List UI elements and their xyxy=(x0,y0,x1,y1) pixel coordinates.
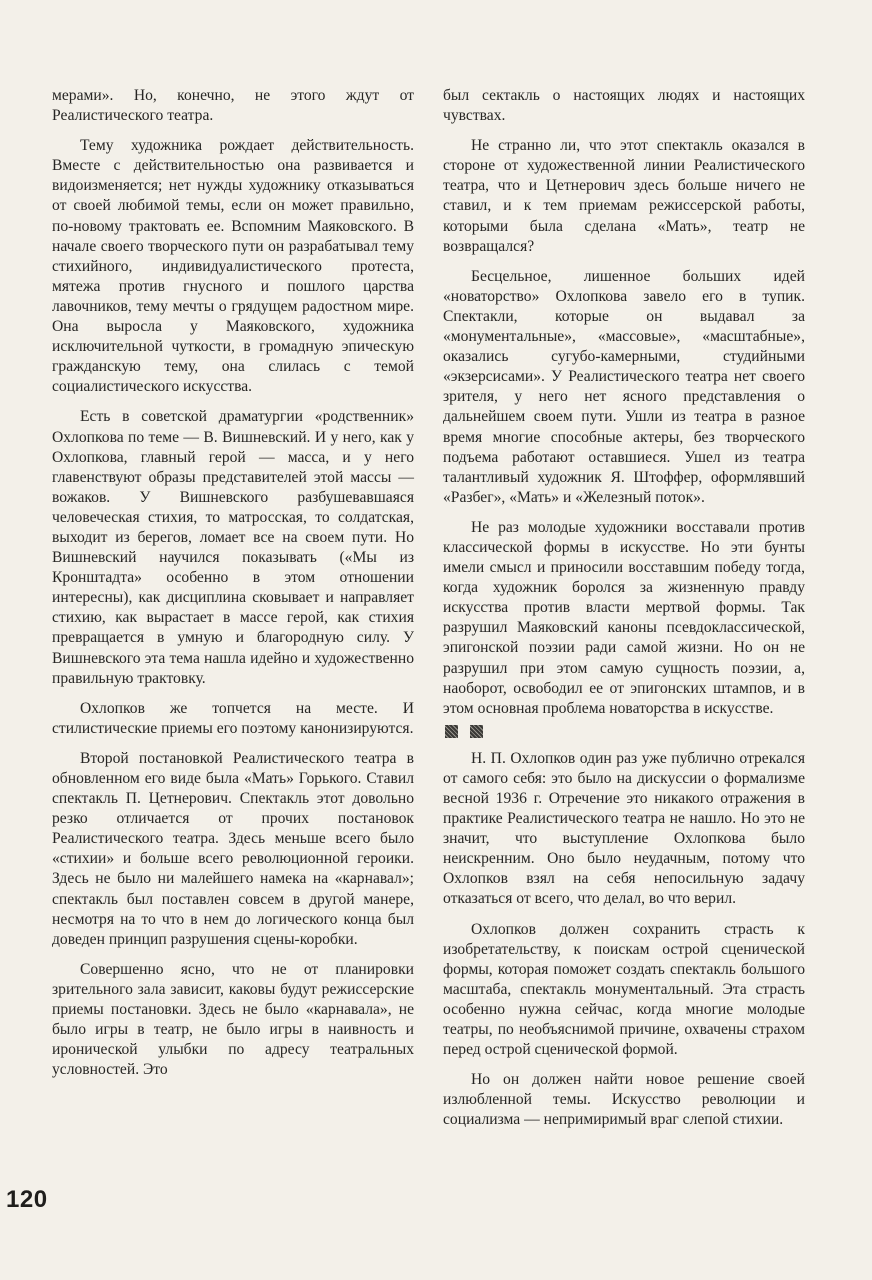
right-column xyxy=(443,86,805,1131)
page-number: 120 xyxy=(6,1186,48,1213)
paragraph: мерами». Но, конечно, не этого ждут от Реалистического театра. xyxy=(52,87,414,125)
paragraph: Охлопков должен сохранить страсть к изобретательству, к поискам острой сценической формы, которая поможет создать спектакль большого масштаба, спектакль монументальный. Эта страсть особенно нужна сейчас, когда многие молодые театры, по необъяснимой причине, охвачены страхом перед острой сценической формой. xyxy=(443,920,805,1059)
paragraph: Н. П. Охлопков один раз уже публично отрекался от самого себя: это было на дискуссии о формализме весной 1936 г. Отречение это никакого отражения в практике Реалистического театра не нашло. Но это не значит, что выступление Охлопкова было неискренним. Оно было неудачным, потому что Охлопков взял на себя непосильную задачу отказаться от всего, что делал, во что верил. xyxy=(443,749,805,908)
right-column-top xyxy=(443,86,805,719)
paragraph: Не раз молодые художники восставали против классической формы в искусстве. Но эти бунты имели смысл и приносили восставшим победу тогда, когда художник боролся за жизненную правду искусства против власти мертвой формы. Так разрушил Маяковский каноны псевдоклассической, эпигонской поэзии ради самой жизни. Но он не разрушил при этом самую сущность поэзии, а, наоборот, освободил ее от эпигонских штампов, и в этом основная проблема новаторства в искусстве. xyxy=(443,518,805,717)
section-divider xyxy=(445,725,805,741)
paragraph: Бесцельное, лишенное больших идей «новаторство» Охлопкова завело его в тупик. Спектакли, которые он выдавал за «монументальные», «массовые», «масштабные», оказались сугубо-камерными, студийными «экзерсисами». У Реалистического театра нет своего зрителя, у него нет ясного представления о дальнейшем своем пути. Ушли из театра в разное время многие способные актеры, без творческого подъема работают оставшиеся. Ушел из театра талантливый художник Я. Штоффер, оформлявший «Разбег», «Мать» и «Железный поток». xyxy=(443,267,805,506)
paragraph: Есть в советской драматургии «родственник» Охлопкова по теме — В. Вишневский. И у него, как у Охлопкова, главный герой — масса, и у него главенствуют образы представителей этой массы — вожаков. У Вишневского разбушевавшаяся человеческая стихия, то матросская, то солдатская, выходит из берегов, ломает все на своем пути. Но Вишневский научился показывать («Мы из Кронштадта» особенно в этом отношении интересны), как дисциплина сковывает и направляет стихию, как вырастает в массе герой, как стихия превращается в умную и благородную силу. У Вишневского эта тема нашла идейно и художественно правильную трактовку. xyxy=(52,408,414,687)
ornament-mark xyxy=(445,725,458,738)
paragraph: Второй постановкой Реалистического театра в обновленном его виде была «Мать» Горького. Ставил спектакль П. Цетнерович. Спектакль этот довольно резко отличается от прочих постановок Реалистического театра. Здесь меньше всего было «стихии» и больше всего революционной героики. Здесь не было ни малейшего намека на «карнавал»; спектакль был поставлен совсем в другой манере, несмотря на то что в нем до логического конца был доведен принцип разрушения сцены-коробки. xyxy=(52,749,414,948)
paragraph: Не странно ли, что этот спектакль оказался в стороне от художественной линии Реалистического театра, что и Цетнерович здесь больше ничего не ставил, и к тем приемам режиссерской работы, которыми была сделана «Мать», театр не возвращался? xyxy=(443,137,805,255)
paragraph: Тему художника рождает действительность. Вместе с действительностью она развивается и видоизменяется; нет нужды художнику отказываться от своей любимой темы, если он может правильно, по-новому трактовать ее. Вспомним Маяковского. В начале своего творческого пути он разрабатывал тему стихийного, индивидуалистического протеста, мятежа против гнусного и пошлого царства лавочников, тему мечты о грядущем радостном мире. Она выросла у Маяковского, художника исключительной чуткости, в громадную эпическую гражданскую тему, она слилась с темой социалистического искусства. xyxy=(52,137,414,396)
paragraph: был сектакль о настоящих людях и настоящих чувствах. xyxy=(443,87,805,125)
left-column xyxy=(52,86,414,1080)
paragraph: Совершенно ясно, что не от планировки зрительного зала зависит, каковы будут режиссерские приемы постановки. Здесь не было «карнавала», не было игры в театр, не было игры в наивность и иронической улыбки по адресу театральных условностей. Это xyxy=(52,960,414,1079)
paragraph: Охлопков же топчется на месте. И стилистические приемы его поэтому канонизируются. xyxy=(52,699,414,737)
paragraph: Но он должен найти новое решение своей излюбленной темы. Искусство революции и социализма — непримиримый враг слепой стихии. xyxy=(443,1071,805,1129)
right-column-bottom xyxy=(443,749,805,1131)
ornament-mark xyxy=(470,725,483,738)
